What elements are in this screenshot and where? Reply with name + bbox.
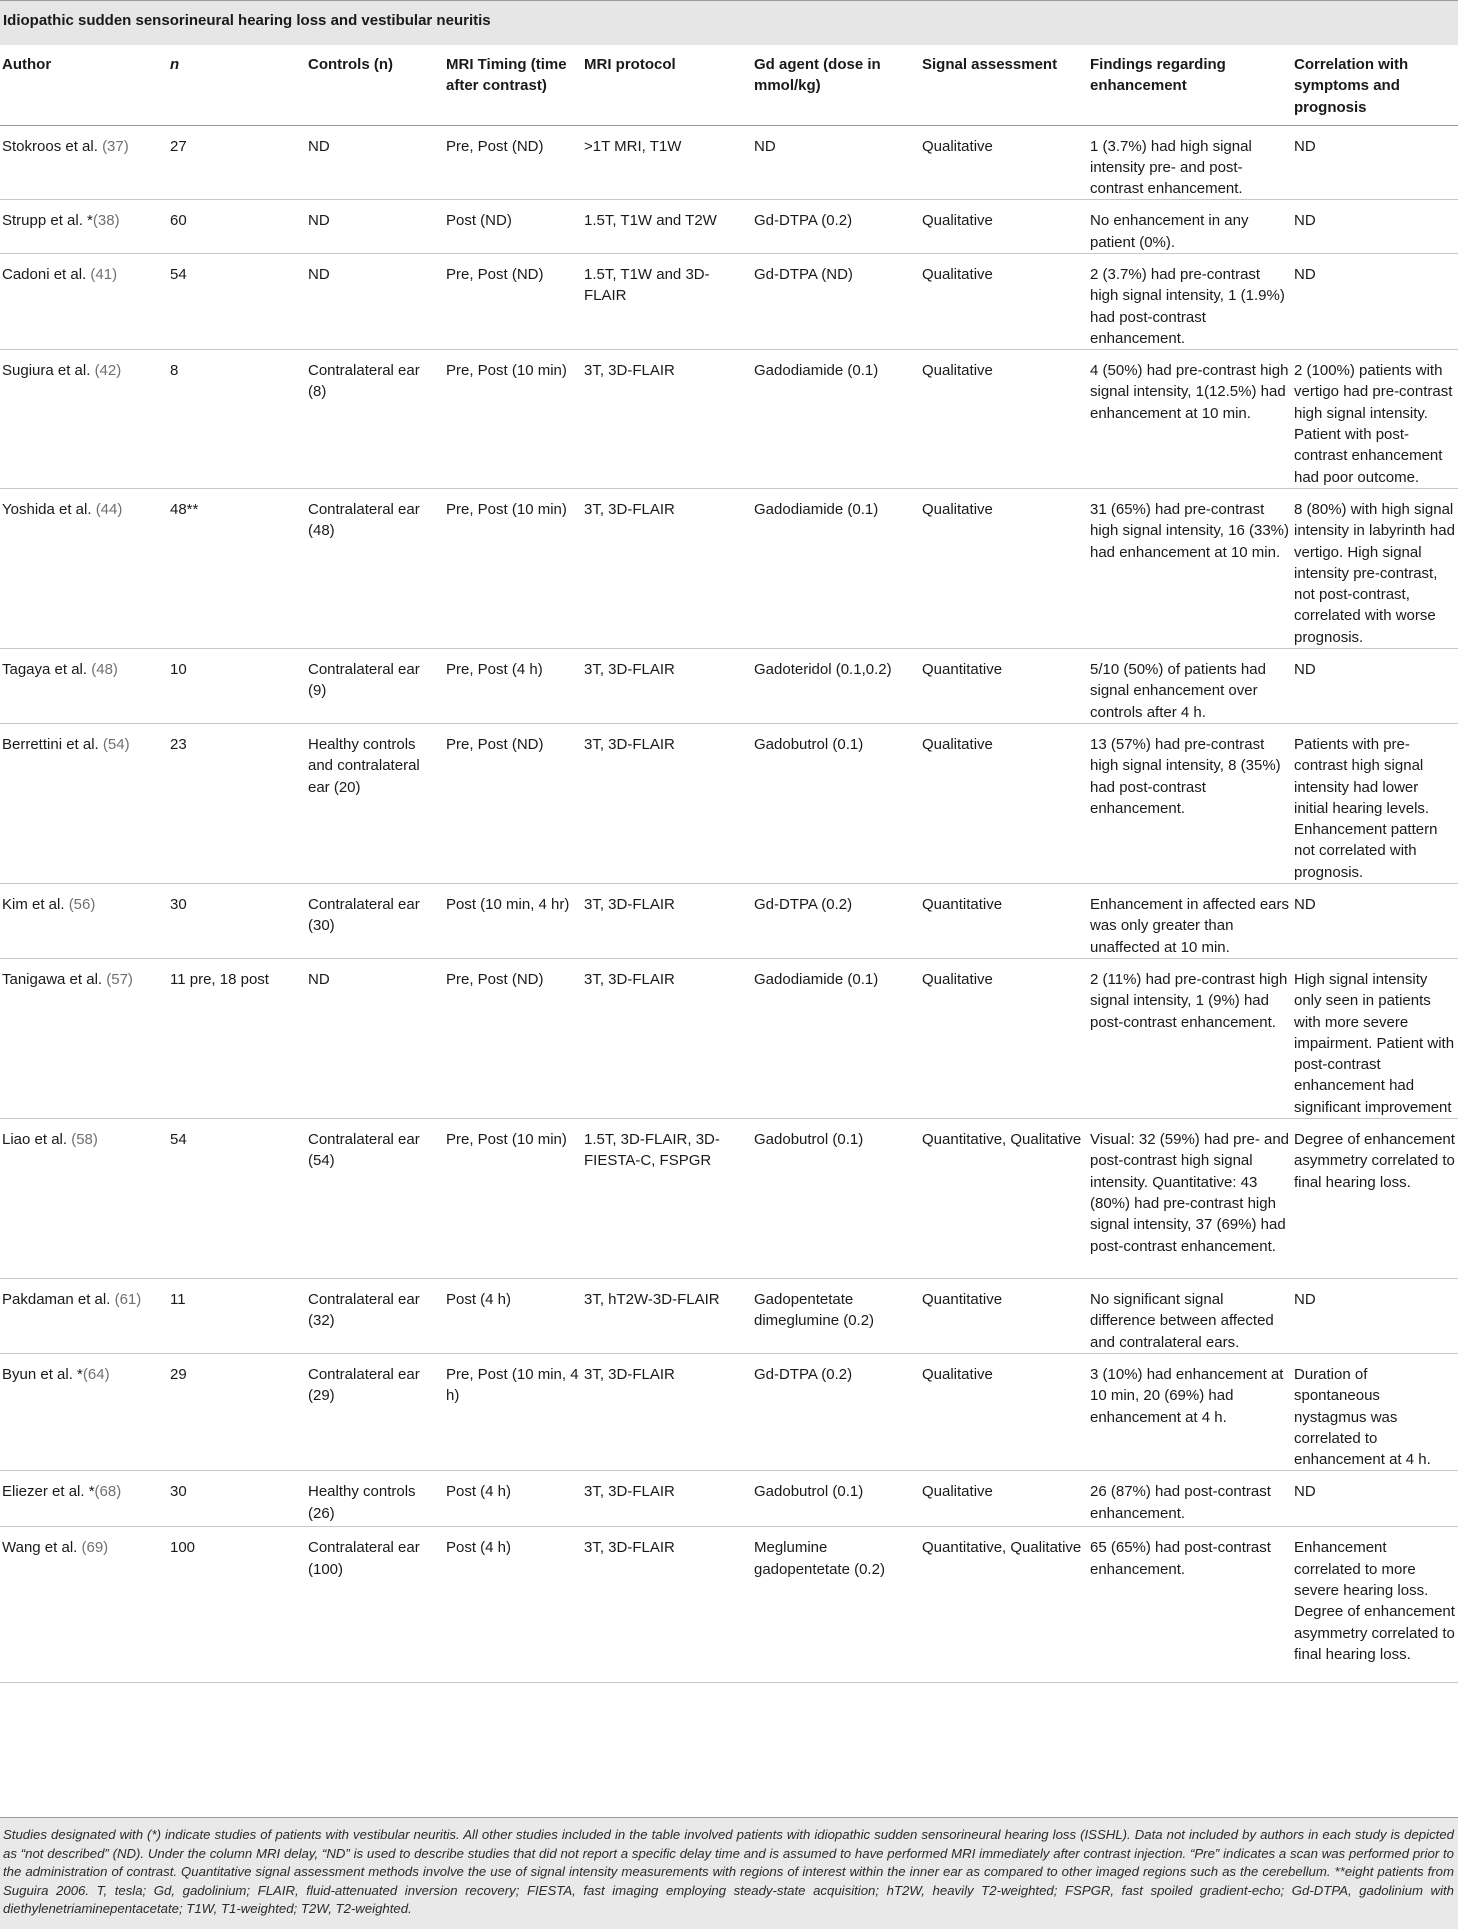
n-cell: 30 — [168, 1471, 306, 1527]
author-name: Tagaya et al. — [2, 661, 92, 679]
author-name: Eliezer et al. * — [2, 1483, 95, 1501]
mri-protocol-cell: 3T, 3D-FLAIR — [582, 1527, 752, 1683]
mri-protocol-cell: 1.5T, T1W and 3D-FLAIR — [582, 253, 752, 349]
mri-timing-cell: Pre, Post (ND) — [444, 253, 582, 349]
controls-cell: ND — [306, 253, 444, 349]
controls-cell: Contralateral ear (29) — [306, 1353, 444, 1470]
gd-agent-cell: ND — [752, 125, 920, 200]
table-row — [0, 884, 1458, 959]
col-header-n: n — [168, 45, 306, 125]
n-cell: 23 — [168, 723, 306, 883]
controls-cell: Contralateral ear (32) — [306, 1279, 444, 1354]
n-cell: 11 pre, 18 post — [168, 959, 306, 1119]
n-cell: 8 — [168, 350, 306, 489]
table-row — [0, 1527, 1458, 1683]
table-row — [0, 488, 1458, 648]
author-cell — [0, 1527, 168, 1683]
gd-agent-cell: Gadobutrol (0.1) — [752, 1119, 920, 1279]
author-cell — [0, 488, 168, 648]
author-cell — [0, 1353, 168, 1470]
findings-cell: 2 (3.7%) had pre-contrast high signal intensity, 1 (1.9%) had post-contrast enhancement. — [1088, 253, 1292, 349]
mri-timing-cell: Pre, Post (10 min) — [444, 350, 582, 489]
signal-assessment-cell: Quantitative — [920, 649, 1088, 724]
reference-link[interactable]: (57) — [106, 971, 133, 988]
studies-table — [0, 45, 1458, 1683]
author-name: Strupp et al. * — [2, 212, 93, 230]
reference-link[interactable]: (69) — [81, 1539, 109, 1557]
findings-cell: 4 (50%) had pre-contrast high signal intensity, 1(12.5%) had enhancement at 10 min. — [1088, 350, 1292, 489]
correlation-cell: ND — [1292, 649, 1458, 724]
mri-protocol-cell: 3T, hT2W-3D-FLAIR — [582, 1279, 752, 1354]
gd-agent-cell: Gadoteridol (0.1,0.2) — [752, 649, 920, 724]
author-name: Sugiura et al. — [2, 362, 95, 380]
findings-cell: No significant signal difference between affected and contralateral ears. — [1088, 1279, 1292, 1354]
reference-link[interactable]: (38) — [92, 212, 120, 230]
mri-protocol-cell: 3T, 3D-FLAIR — [582, 1471, 752, 1527]
author-cell — [0, 1119, 168, 1279]
gd-agent-cell: Gadodiamide (0.1) — [752, 959, 920, 1119]
reference-link[interactable]: (58) — [71, 1131, 98, 1149]
mri-protocol-cell: 3T, 3D-FLAIR — [582, 350, 752, 489]
author-name: Tanigawa et al. — [2, 971, 107, 988]
controls-cell: Healthy controls (26) — [306, 1471, 444, 1527]
author-name: Pakdaman et al. — [2, 1291, 115, 1309]
col-header-mri-protocol: MRI protocol — [582, 45, 752, 125]
reference-link[interactable]: (42) — [94, 362, 122, 380]
col-header-author: Author — [0, 45, 168, 125]
signal-assessment-cell: Qualitative — [920, 350, 1088, 489]
findings-cell: 5/10 (50%) of patients had signal enhancement over controls after 4 h. — [1088, 649, 1292, 724]
n-cell: 48** — [168, 488, 306, 648]
correlation-cell: 2 (100%) patients with vertigo had pre-contrast high signal intensity. Patient with post-contrast enhancement had poor outcome. — [1292, 350, 1458, 489]
col-header-signal-assessment: Signal assessment — [920, 45, 1088, 125]
author-cell — [0, 350, 168, 489]
correlation-cell: ND — [1292, 1279, 1458, 1354]
gd-agent-cell: Gadodiamide (0.1) — [752, 488, 920, 648]
col-header-controls: Controls (n) — [306, 45, 444, 125]
table-row — [0, 723, 1458, 883]
gd-agent-cell: Gadobutrol (0.1) — [752, 723, 920, 883]
col-header-correlation: Correlation with symptoms and prognosis — [1292, 45, 1458, 125]
findings-cell: No enhancement in any patient (0%). — [1088, 200, 1292, 254]
author-name: Cadoni et al. — [2, 265, 91, 283]
author-cell — [0, 723, 168, 883]
signal-assessment-cell: Quantitative — [920, 884, 1088, 959]
n-cell: 27 — [168, 125, 306, 200]
correlation-cell: ND — [1292, 200, 1458, 254]
reference-link[interactable]: (68) — [94, 1483, 122, 1501]
n-cell: 10 — [168, 649, 306, 724]
table-row — [0, 1279, 1458, 1354]
controls-cell: Contralateral ear (8) — [306, 350, 444, 489]
reference-link[interactable]: (64) — [82, 1365, 110, 1383]
signal-assessment-cell: Qualitative — [920, 125, 1088, 200]
correlation-cell: High signal intensity only seen in patients with more severe impairment. Patient with post-contrast enhancement had significant improvement — [1292, 959, 1458, 1119]
reference-link[interactable]: (61) — [114, 1291, 142, 1309]
gd-agent-cell: Gd-DTPA (0.2) — [752, 1353, 920, 1470]
author-name: Wang et al. — [2, 1539, 82, 1557]
author-cell — [0, 959, 168, 1119]
mri-protocol-cell: 1.5T, 3D-FLAIR, 3D-FIESTA-C, FSPGR — [582, 1119, 752, 1279]
controls-cell: Contralateral ear (54) — [306, 1119, 444, 1279]
signal-assessment-cell: Qualitative — [920, 488, 1088, 648]
author-cell — [0, 1279, 168, 1354]
signal-assessment-cell: Qualitative — [920, 200, 1088, 254]
mri-protocol-cell: 3T, 3D-FLAIR — [582, 1353, 752, 1470]
controls-cell: Contralateral ear (9) — [306, 649, 444, 724]
table-row — [0, 350, 1458, 489]
signal-assessment-cell: Qualitative — [920, 1471, 1088, 1527]
gd-agent-cell: Gadobutrol (0.1) — [752, 1471, 920, 1527]
n-cell: 11 — [168, 1279, 306, 1354]
author-cell — [0, 253, 168, 349]
findings-cell: 1 (3.7%) had high signal intensity pre- and post-contrast enhancement. — [1088, 125, 1292, 200]
controls-cell: Contralateral ear (48) — [306, 488, 444, 648]
correlation-cell: Enhancement correlated to more severe hearing loss. Degree of enhancement asymmetry correlated to final hearing loss. — [1292, 1527, 1458, 1683]
gd-agent-cell: Gd-DTPA (0.2) — [752, 200, 920, 254]
signal-assessment-cell: Qualitative — [920, 253, 1088, 349]
table-section-title: Idiopathic sudden sensorineural hearing loss and vestibular neuritis — [0, 0, 1458, 45]
author-cell — [0, 125, 168, 200]
controls-cell: Contralateral ear (30) — [306, 884, 444, 959]
author-cell — [0, 884, 168, 959]
findings-cell: Visual: 32 (59%) had pre- and post-contrast high signal intensity. Quantitative: 43 (80%) had pre-contrast high signal intensity, 37 (69%) had post-contrast enhancement. — [1088, 1119, 1292, 1279]
mri-protocol-cell: >1T MRI, T1W — [582, 125, 752, 200]
signal-assessment-cell: Qualitative — [920, 1353, 1088, 1470]
table-row — [0, 200, 1458, 254]
table-row — [0, 125, 1458, 200]
gd-agent-cell: Gadodiamide (0.1) — [752, 350, 920, 489]
author-name: Kim et al. — [2, 896, 69, 913]
reference-link[interactable]: (48) — [91, 661, 118, 679]
col-header-mri-timing: MRI Timing (time after contrast) — [444, 45, 582, 125]
reference-link[interactable]: (41) — [90, 265, 118, 283]
correlation-cell: ND — [1292, 1471, 1458, 1527]
controls-cell: ND — [306, 125, 444, 200]
findings-cell: 2 (11%) had pre-contrast high signal intensity, 1 (9%) had post-contrast enhancement. — [1088, 959, 1292, 1119]
n-cell: 29 — [168, 1353, 306, 1470]
mri-protocol-cell: 3T, 3D-FLAIR — [582, 723, 752, 883]
correlation-cell: Degree of enhancement asymmetry correlated to final hearing loss. — [1292, 1119, 1458, 1279]
author-name: Yoshida et al. — [2, 500, 96, 518]
signal-assessment-cell: Quantitative, Qualitative — [920, 1119, 1088, 1279]
controls-cell: Healthy controls and contralateral ear (20) — [306, 723, 444, 883]
n-cell: 54 — [168, 1119, 306, 1279]
mri-protocol-cell: 3T, 3D-FLAIR — [582, 488, 752, 648]
mri-timing-cell: Post (4 h) — [444, 1471, 582, 1527]
n-cell: 54 — [168, 253, 306, 349]
mri-protocol-cell: 3T, 3D-FLAIR — [582, 959, 752, 1119]
signal-assessment-cell: Quantitative — [920, 1279, 1088, 1354]
top-rule — [0, 0, 1458, 1]
n-cell: 60 — [168, 200, 306, 254]
mri-timing-cell: Post (4 h) — [444, 1527, 582, 1683]
col-header-gd-agent: Gd agent (dose in mmol/kg) — [752, 45, 920, 125]
correlation-cell: Patients with pre-contrast high signal intensity had lower initial hearing levels. Enhancement pattern not correlated with prognosis. — [1292, 723, 1458, 883]
mri-protocol-cell: 1.5T, T1W and T2W — [582, 200, 752, 254]
findings-cell: 13 (57%) had pre-contrast high signal intensity, 8 (35%) had post-contrast enhancement. — [1088, 723, 1292, 883]
signal-assessment-cell: Quantitative, Qualitative — [920, 1527, 1088, 1683]
correlation-cell: Duration of spontaneous nystagmus was correlated to enhancement at 4 h. — [1292, 1353, 1458, 1470]
mri-protocol-cell: 3T, 3D-FLAIR — [582, 884, 752, 959]
correlation-cell: ND — [1292, 253, 1458, 349]
mri-timing-cell: Post (10 min, 4 hr) — [444, 884, 582, 959]
author-name: Berrettini et al. — [2, 735, 103, 753]
n-cell: 30 — [168, 884, 306, 959]
mri-timing-cell: Pre, Post (ND) — [444, 723, 582, 883]
findings-cell: 26 (87%) had post-contrast enhancement. — [1088, 1471, 1292, 1527]
mri-timing-cell: Pre, Post (10 min, 4 h) — [444, 1353, 582, 1470]
author-name: Liao et al. — [2, 1131, 72, 1149]
table-footnote: Studies designated with (*) indicate studies of patients with vestibular neuritis. All other studies included in the table involved patients with idiopathic sudden sensorineural hearing loss (ISSHL). Data not included by authors in each study is depicted as “not described” (ND). Under the column MRI delay, “ND” is used to describe studies that did not report a specific delay time and is assumed to have performed MRI immediately after contrast injection. “Pre” indicates a scan was performed prior to the administration of contrast. Quantitative signal assessment methods involve the use of signal intensity measurements with regions of interest within the inner ear as compared to other imaged regions such as the cerebellum. **eight patients from Suguira 2006. T, tesla; Gd, gadolinium; FLAIR, fluid-attenuated inversion recovery; FIESTA, fast imaging employing steady-state acquisition; hT2W, heavily T2-weighted; FSPGR, fast spoiled gradient-echo; Gd-DTPA, gadolinium with diethylenetriaminepentacetate; T1W, T1-weighted; T2W, T2-weighted. — [0, 1817, 1458, 1929]
gd-agent-cell: Gd-DTPA (ND) — [752, 253, 920, 349]
controls-cell: ND — [306, 200, 444, 254]
reference-link[interactable]: (56) — [68, 896, 96, 913]
findings-cell: Enhancement in affected ears was only greater than unaffected at 10 min. — [1088, 884, 1292, 959]
findings-cell: 65 (65%) had post-contrast enhancement. — [1088, 1527, 1292, 1683]
findings-cell: 3 (10%) had enhancement at 10 min, 20 (69%) had enhancement at 4 h. — [1088, 1353, 1292, 1470]
n-cell: 100 — [168, 1527, 306, 1683]
table-row — [0, 1353, 1458, 1470]
reference-link[interactable]: (44) — [95, 500, 123, 518]
header-row — [0, 45, 1458, 125]
controls-cell: ND — [306, 959, 444, 1119]
mri-timing-cell: Pre, Post (ND) — [444, 125, 582, 200]
correlation-cell: ND — [1292, 884, 1458, 959]
table-row — [0, 959, 1458, 1119]
correlation-cell: ND — [1292, 125, 1458, 200]
reference-link[interactable]: (37) — [102, 137, 129, 155]
correlation-cell: 8 (80%) with high signal intensity in labyrinth had vertigo. High signal intensity pre-contrast, not post-contrast, correlated with worse prognosis. — [1292, 488, 1458, 648]
col-header-findings: Findings regarding enhancement — [1088, 45, 1292, 125]
mri-timing-cell: Pre, Post (4 h) — [444, 649, 582, 724]
signal-assessment-cell: Qualitative — [920, 723, 1088, 883]
signal-assessment-cell: Qualitative — [920, 959, 1088, 1119]
mri-timing-cell: Post (4 h) — [444, 1279, 582, 1354]
gd-agent-cell: Gadopentetate dimeglumine (0.2) — [752, 1279, 920, 1354]
table-row — [0, 253, 1458, 349]
mri-timing-cell: Post (ND) — [444, 200, 582, 254]
table-row — [0, 649, 1458, 724]
mri-timing-cell: Pre, Post (10 min) — [444, 488, 582, 648]
gd-agent-cell: Meglumine gadopentetate (0.2) — [752, 1527, 920, 1683]
author-cell — [0, 649, 168, 724]
author-name: Stokroos et al. — [2, 137, 103, 155]
table-body — [0, 125, 1458, 1683]
mri-timing-cell: Pre, Post (ND) — [444, 959, 582, 1119]
table-row — [0, 1119, 1458, 1279]
author-name: Byun et al. * — [2, 1365, 83, 1383]
gd-agent-cell: Gd-DTPA (0.2) — [752, 884, 920, 959]
table-row — [0, 1471, 1458, 1527]
mri-protocol-cell: 3T, 3D-FLAIR — [582, 649, 752, 724]
reference-link[interactable]: (54) — [102, 735, 130, 753]
author-cell — [0, 1471, 168, 1527]
controls-cell: Contralateral ear (100) — [306, 1527, 444, 1683]
author-cell — [0, 200, 168, 254]
findings-cell: 31 (65%) had pre-contrast high signal intensity, 16 (33%) had enhancement at 10 min. — [1088, 488, 1292, 648]
mri-timing-cell: Pre, Post (10 min) — [444, 1119, 582, 1279]
